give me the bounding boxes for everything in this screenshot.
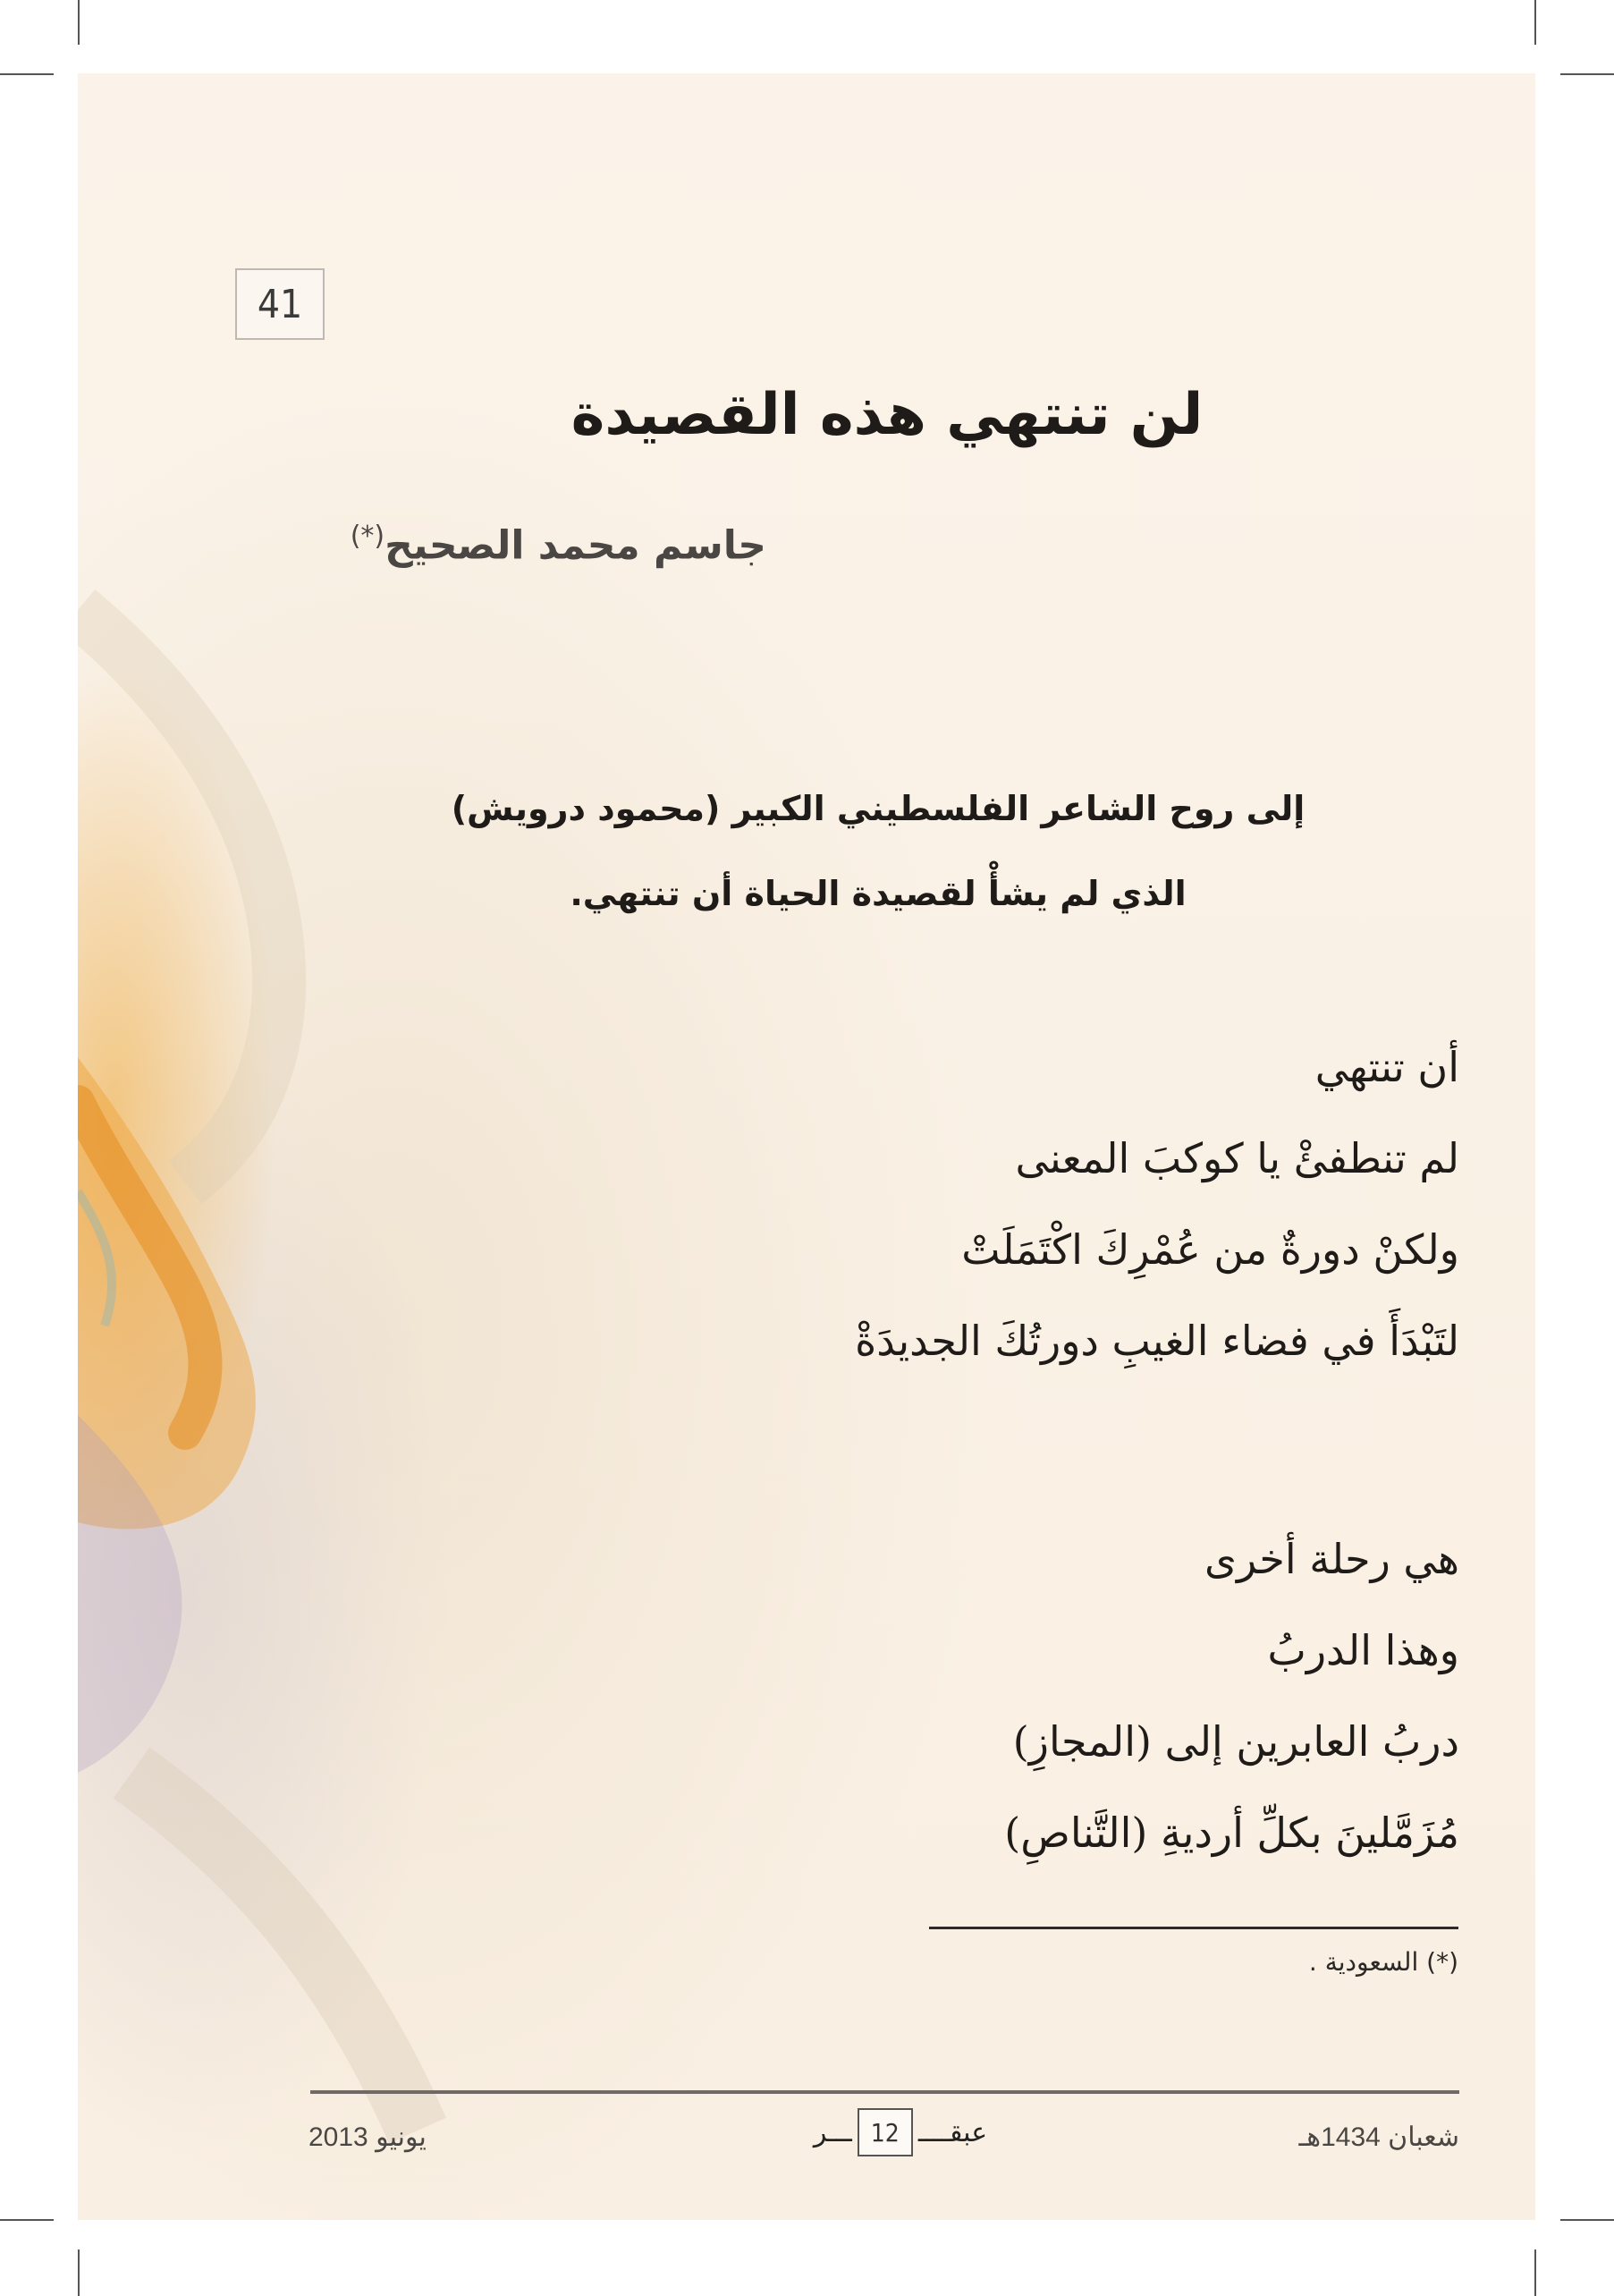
page-number: 41	[257, 281, 303, 327]
crop-mark	[78, 2249, 80, 2296]
stanza-2	[650, 1513, 1459, 1878]
footnote-divider	[929, 1927, 1458, 1929]
stanza-1	[650, 1021, 1459, 1386]
footer-page-number: 12	[858, 2108, 913, 2156]
crop-mark	[1560, 2219, 1614, 2221]
footer-gregorian-date: يونيو 2013	[308, 2122, 427, 2152]
author-footnote-marker: (*)	[350, 521, 385, 552]
verse-line: لتَبْدَأَ في فضاء الغيبِ دورتُكَ الجديدَةْ	[855, 1317, 1459, 1365]
author-line	[301, 521, 766, 569]
crop-mark	[0, 73, 54, 75]
dedication-line: إلى روح الشاعر الفلسطيني الكبير (محمود درويش)	[451, 789, 1306, 828]
crop-mark	[1534, 2249, 1536, 2296]
crop-mark	[1560, 73, 1614, 75]
verse-line: ولكنْ دورةٌ من عُمْرِكَ اكْتَمَلَتْ	[961, 1225, 1459, 1274]
footer-magazine-logo	[793, 2105, 1008, 2159]
footnote: (*) السعودية .	[1308, 1947, 1458, 1977]
verse-line: وهذا الدربُ	[1267, 1626, 1459, 1674]
magazine-name-suffix: ـــر	[813, 2116, 852, 2148]
footer-divider	[310, 2090, 1459, 2094]
magazine-name: عبقــــ	[917, 2116, 988, 2148]
crop-mark	[78, 0, 80, 45]
crop-mark	[0, 2219, 54, 2221]
crop-mark	[1534, 0, 1536, 45]
verse-line: مُزَمَّلينَ بكلِّ أرديةِ (التَّناصِ)	[1004, 1809, 1459, 1857]
poem-title: لن تنتهي هذه القصيدة	[570, 382, 1204, 448]
page-number-box	[235, 268, 325, 340]
verse-line: هي رحلة أخرى	[1204, 1535, 1459, 1583]
magazine-page	[78, 73, 1535, 2220]
footer-hijri-date: شعبان 1434هـ	[1298, 2122, 1459, 2152]
dedication	[418, 767, 1339, 936]
verse-line: أن تنتهي	[1314, 1043, 1459, 1091]
dedication-line: الذي لم يشأْ لقصيدة الحياة أن تنتهي.	[570, 874, 1187, 913]
verse-line: دربُ العابرين إلى (المجازِ)	[1012, 1717, 1459, 1766]
verse-line: لم تنطفئْ يا كوكبَ المعنى	[1015, 1134, 1459, 1182]
author-name: جاسم محمد الصحيح	[384, 522, 766, 569]
